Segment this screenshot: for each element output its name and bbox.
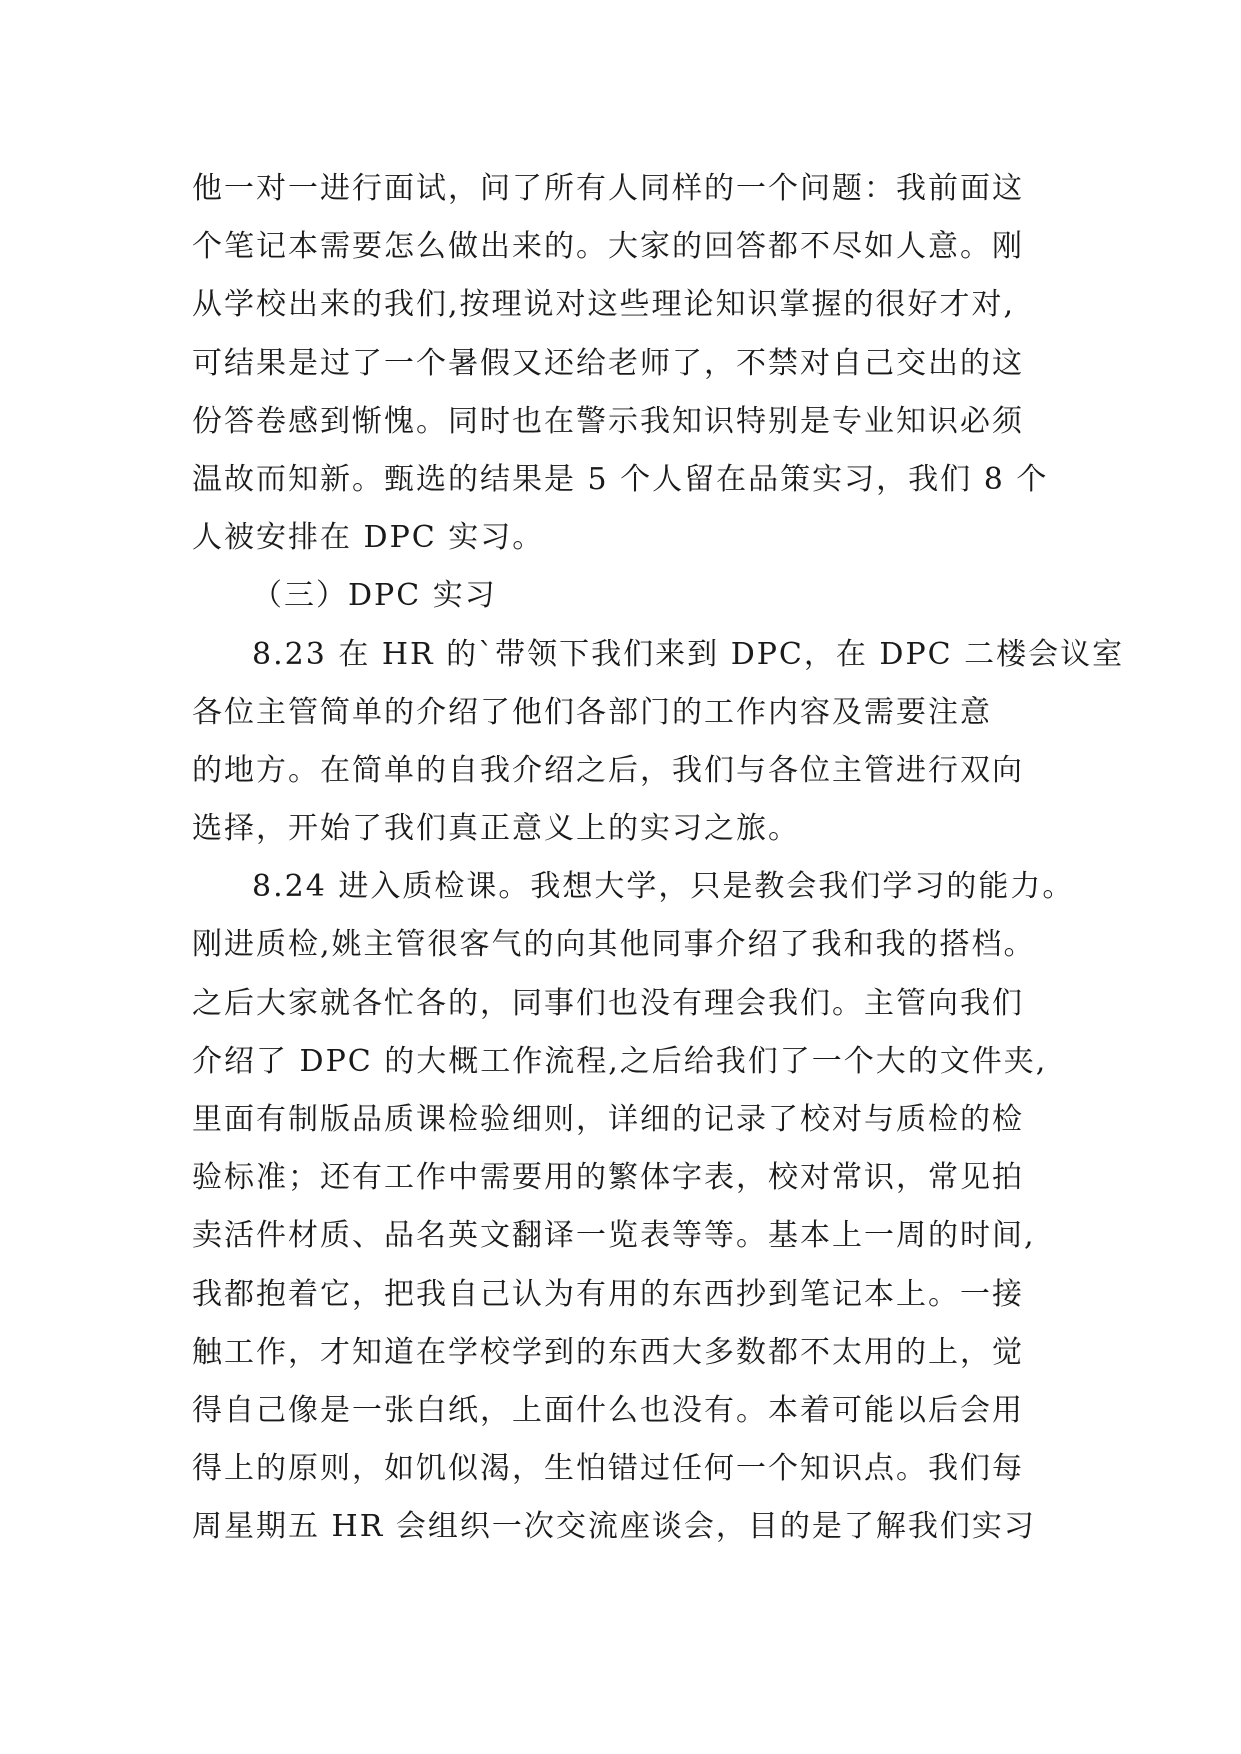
text-line: 得上的原则，如饥似渴，生怕错过任何一个知识点。我们每 (192, 1451, 1024, 1487)
text-line: 验标准；还有工作中需要用的繁体字表，校对常识，常见拍 (192, 1160, 1024, 1196)
text-line: 之后大家就各忙各的，同事们也没有理会我们。主管向我们 (192, 985, 1024, 1021)
text-line: 可结果是过了一个暑假又还给老师了，不禁对自己交出的这 (192, 345, 1024, 381)
text-line: 选择，开始了我们真正意义上的实习之旅。 (192, 811, 800, 847)
text-line: 人被安排在 DPC 实习。 (192, 520, 545, 556)
text-line: 的地方。在简单的自我介绍之后，我们与各位主管进行双向 (192, 752, 1024, 788)
text-line: 份答卷感到惭愧。同时也在警示我知识特别是专业知识必须 (192, 403, 1024, 439)
text-line: 得自己像是一张白纸，上面什么也没有。本着可能以后会用 (192, 1392, 1024, 1428)
text-line: 刚进质检,姚主管很客气的向其他同事介绍了我和我的搭档。 (192, 927, 1036, 963)
text-line: 周星期五 HR 会组织一次交流座谈会，目的是了解我们实习 (192, 1509, 1036, 1545)
text-line: 我都抱着它，把我自己认为有用的东西抄到笔记本上。一接 (192, 1276, 1024, 1312)
section-heading: （三）DPC 实习 (252, 578, 497, 614)
text-line: 里面有制版品质课检验细则，详细的记录了校对与质检的检 (192, 1102, 1024, 1137)
body-text (192, 160, 1125, 1557)
text-line: 从学校出来的我们,按理说对这些理论知识掌握的很好才对, (192, 287, 1016, 323)
text-line: 他一对一进行面试，问了所有人同样的一个问题：我前面这 (192, 171, 1024, 206)
text-line: 触工作，才知道在学校学到的东西大多数都不太用的上，觉 (192, 1334, 1024, 1370)
text-line: 8.24 进入质检课。我想大学，只是教会我们学习的能力。 (252, 869, 1075, 905)
text-line: 温故而知新。甄选的结果是 5 个人留在品策实习，我们 8 个 (192, 461, 1049, 497)
text-line: 各位主管简单的介绍了他们各部门的工作内容及需要注意 (192, 694, 992, 730)
text-line: 介绍了 DPC 的大概工作流程,之后给我们了一个大的文件夹, (192, 1043, 1048, 1079)
text-line: 8.23 在 HR 的`带领下我们来到 DPC，在 DPC 二楼会议室 (252, 636, 1125, 672)
text-line: 个笔记本需要怎么做出来的。大家的回答都不尽如人意。刚 (192, 229, 1024, 265)
text-line: 卖活件材质、品名英文翻译一览表等等。基本上一周的时间, (192, 1218, 1036, 1254)
